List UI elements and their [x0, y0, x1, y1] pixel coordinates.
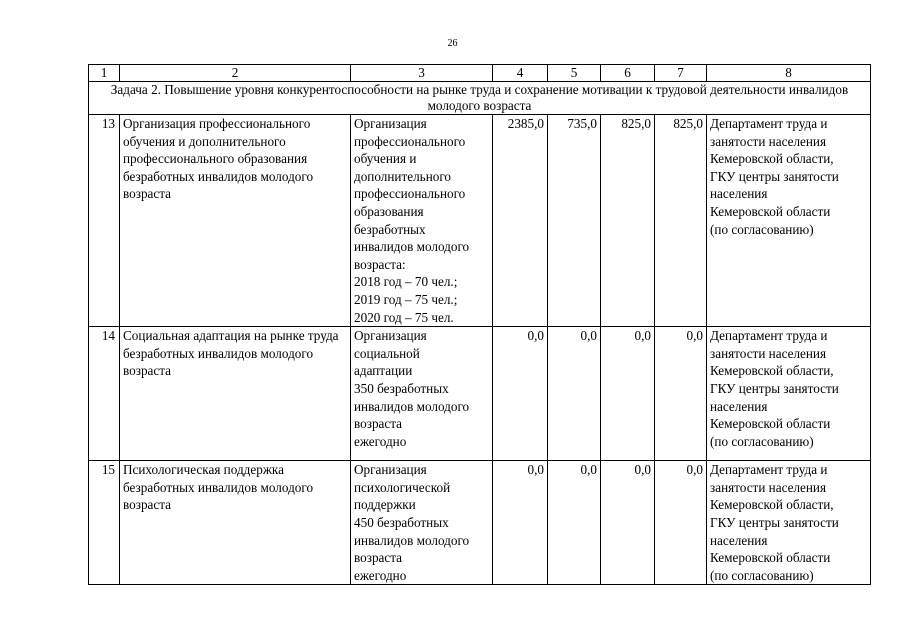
table-row — [89, 115, 871, 327]
task-title: Задача 2. Повышение уровня конкурентоспособности на рынке труда и сохранение мотивации к трудовой деятельности инвалидов молодого возраста — [89, 82, 871, 115]
column-header-2: 2 — [120, 65, 351, 82]
row-number: 15 — [89, 461, 120, 585]
funding-year-2: 825,0 — [601, 115, 655, 327]
executor-cell: Департамент труда и занятости населения Кемеровской области, ГКУ центры занятости населения Кемеровской области (по согласованию) — [707, 115, 871, 327]
row-number: 14 — [89, 327, 120, 461]
header-row — [89, 65, 871, 82]
program-table — [88, 64, 871, 585]
table-row — [89, 461, 871, 585]
funding-year-1: 0,0 — [548, 461, 601, 585]
funding-total: 2385,0 — [493, 115, 548, 327]
column-header-5: 5 — [548, 65, 601, 82]
column-header-6: 6 — [601, 65, 655, 82]
column-header-4: 4 — [493, 65, 548, 82]
funding-total: 0,0 — [493, 327, 548, 461]
executor-cell: Департамент труда и занятости населения Кемеровской области, ГКУ центры занятости населения Кемеровской области (по согласованию) — [707, 461, 871, 585]
funding-year-1: 735,0 — [548, 115, 601, 327]
column-header-8: 8 — [707, 65, 871, 82]
funding-year-3: 0,0 — [655, 461, 707, 585]
indicator-cell: Организация психологической поддержки 450 безработных инвалидов молодого возраста ежегодно — [351, 461, 493, 585]
funding-year-2: 0,0 — [601, 461, 655, 585]
executor-cell: Департамент труда и занятости населения Кемеровской области, ГКУ центры занятости населения Кемеровской области (по согласованию) — [707, 327, 871, 461]
funding-total: 0,0 — [493, 461, 548, 585]
indicator-cell: Организация профессионального обучения и дополнительного профессионального образования безработных инвалидов молодого возраста: 2018 год – 70 чел.; 2019 год – 75 чел.; 2020 год – 75 чел. — [351, 115, 493, 327]
column-header-1: 1 — [89, 65, 120, 82]
activity-name: Психологическая поддержка безработных инвалидов молодого возраста — [120, 461, 351, 585]
indicator-cell: Организация социальной адаптации 350 безработных инвалидов молодого возраста ежегодно — [351, 327, 493, 461]
funding-year-3: 0,0 — [655, 327, 707, 461]
page-number: 26 — [447, 38, 458, 49]
column-header-3: 3 — [351, 65, 493, 82]
funding-year-1: 0,0 — [548, 327, 601, 461]
funding-year-3: 825,0 — [655, 115, 707, 327]
activity-name: Организация профессионального обучения и дополнительного профессионального образования безработных инвалидов молодого возраста — [120, 115, 351, 327]
table-row — [89, 327, 871, 461]
row-number: 13 — [89, 115, 120, 327]
column-header-7: 7 — [655, 65, 707, 82]
funding-year-2: 0,0 — [601, 327, 655, 461]
task-row — [89, 82, 871, 115]
activity-name: Социальная адаптация на рынке труда безработных инвалидов молодого возраста — [120, 327, 351, 461]
